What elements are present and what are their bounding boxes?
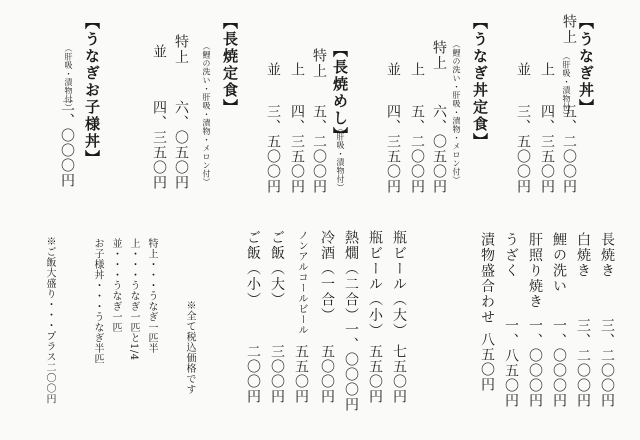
unadon-title: 【うなぎ丼】 <box>577 14 595 116</box>
unadon-teishoku-price-3: 四、三五〇円 <box>385 104 401 194</box>
rice-note: ※ご飯大盛り・・・プラス二〇〇円 <box>44 236 55 404</box>
unadon-price-2: 四、三五〇円 <box>539 104 555 194</box>
drink-name-4: 冷酒（一合） <box>319 230 335 323</box>
drink-name-6: ご飯（大） <box>269 230 285 308</box>
drink-price-2: 五五〇円 <box>367 344 383 404</box>
side-name-5: うざく <box>503 232 519 279</box>
nagayaki-teishoku-note: （鯉の洗い・肝吸・漬物・メロン付） <box>202 42 211 187</box>
side-price-6: 八五〇円 <box>479 332 495 392</box>
unadon-teishoku-grade-3: 並 <box>385 62 401 78</box>
nagayaki-meshi-grade-3: 並 <box>265 62 281 78</box>
side-price-4: 一、〇〇〇円 <box>527 318 543 408</box>
drink-name-7: ご飯（小） <box>245 230 261 308</box>
nagayaki-meshi-grade-1: 特上 <box>311 48 327 79</box>
drink-price-6: 三〇〇円 <box>269 344 285 404</box>
side-price-2: 三、二〇〇円 <box>575 318 591 408</box>
unadon-teishoku-grade-1: 特上 <box>431 40 447 71</box>
unadon-price-3: 三、五〇〇円 <box>515 104 531 194</box>
side-name-1: 長焼き <box>599 232 615 279</box>
drink-price-7: 二〇〇円 <box>245 344 261 404</box>
drink-name-1: 瓶ビール（大） <box>391 230 407 339</box>
drink-price-3: 一、〇〇〇円 <box>343 322 359 412</box>
nagayaki-teishoku-grade-1: 特上 <box>173 34 189 65</box>
nagayaki-meshi-title: 【長焼めし】 <box>331 42 349 144</box>
drink-price-1: 七五〇円 <box>391 344 407 404</box>
drink-price-4: 五〇〇円 <box>319 344 335 404</box>
size-note-2: 上・・・うなぎ一匹と1/4 <box>128 238 139 361</box>
unadon-teishoku-title: 【うなぎ丼定食】 <box>471 14 489 150</box>
drink-name-2: 瓶ビール（小） <box>367 230 383 339</box>
kids-price: 二、〇〇〇円 <box>59 98 75 188</box>
size-note-4: お子様丼・・・うなぎ半匹 <box>92 238 103 364</box>
nagayaki-meshi-price-1: 五、二〇〇円 <box>311 104 327 194</box>
size-note-1: 特上・・・うなぎ一匹半 <box>146 238 157 354</box>
unadon-teishoku-grade-2: 上 <box>409 62 425 78</box>
unadon-teishoku-note: （鯉の洗い・肝吸・漬物・メロン付） <box>452 40 461 185</box>
unadon-teishoku-price-1: 六、〇五〇円 <box>431 104 447 194</box>
tax-note: ※全て税込価格です <box>184 300 195 395</box>
unadon-grade-3: 並 <box>515 62 531 78</box>
nagayaki-meshi-note: （肝吸・漬物付） <box>336 124 345 192</box>
nagayaki-teishoku-price-2: 四、三五〇円 <box>151 100 167 190</box>
nagayaki-meshi-grade-2: 上 <box>289 62 305 78</box>
nagayaki-meshi-price-2: 四、三五〇円 <box>289 104 305 194</box>
side-price-3: 一、〇〇〇円 <box>551 318 567 408</box>
drink-name-5: ノンアルコールビール <box>296 230 307 335</box>
nagayaki-teishoku-price-1: 六、〇五〇円 <box>173 100 189 190</box>
side-name-6: 漬物盛合わせ <box>479 232 495 325</box>
unadon-teishoku-price-2: 五、二〇〇円 <box>409 104 425 194</box>
nagayaki-teishoku-grade-2: 並 <box>151 44 167 60</box>
side-name-3: 鯉の洗い <box>551 232 567 294</box>
side-price-5: 一、八五〇円 <box>503 318 519 408</box>
unadon-grade-2: 上 <box>539 62 555 78</box>
unadon-price-1: 五、二〇〇円 <box>561 104 577 194</box>
nagayaki-meshi-price-3: 三、五〇〇円 <box>265 104 281 194</box>
unadon-note: （肝吸・漬物付） <box>562 52 571 120</box>
size-note-3: 並・・・うなぎ一匹 <box>110 238 121 333</box>
unadon-grade-1: 特上 <box>561 14 577 45</box>
drink-name-3: 熱燗（二合） <box>343 230 359 323</box>
side-name-4: 肝照り焼き <box>527 232 543 310</box>
drink-price-5: 五五〇円 <box>293 344 309 404</box>
kids-note: （肝吸・漬物付） <box>64 44 73 112</box>
nagayaki-teishoku-title: 【長焼定食】 <box>221 14 239 116</box>
side-price-1: 三、二〇〇円 <box>599 318 615 408</box>
side-name-2: 白焼き <box>575 232 591 279</box>
kids-title: 【うなぎお子様丼】 <box>83 14 101 167</box>
